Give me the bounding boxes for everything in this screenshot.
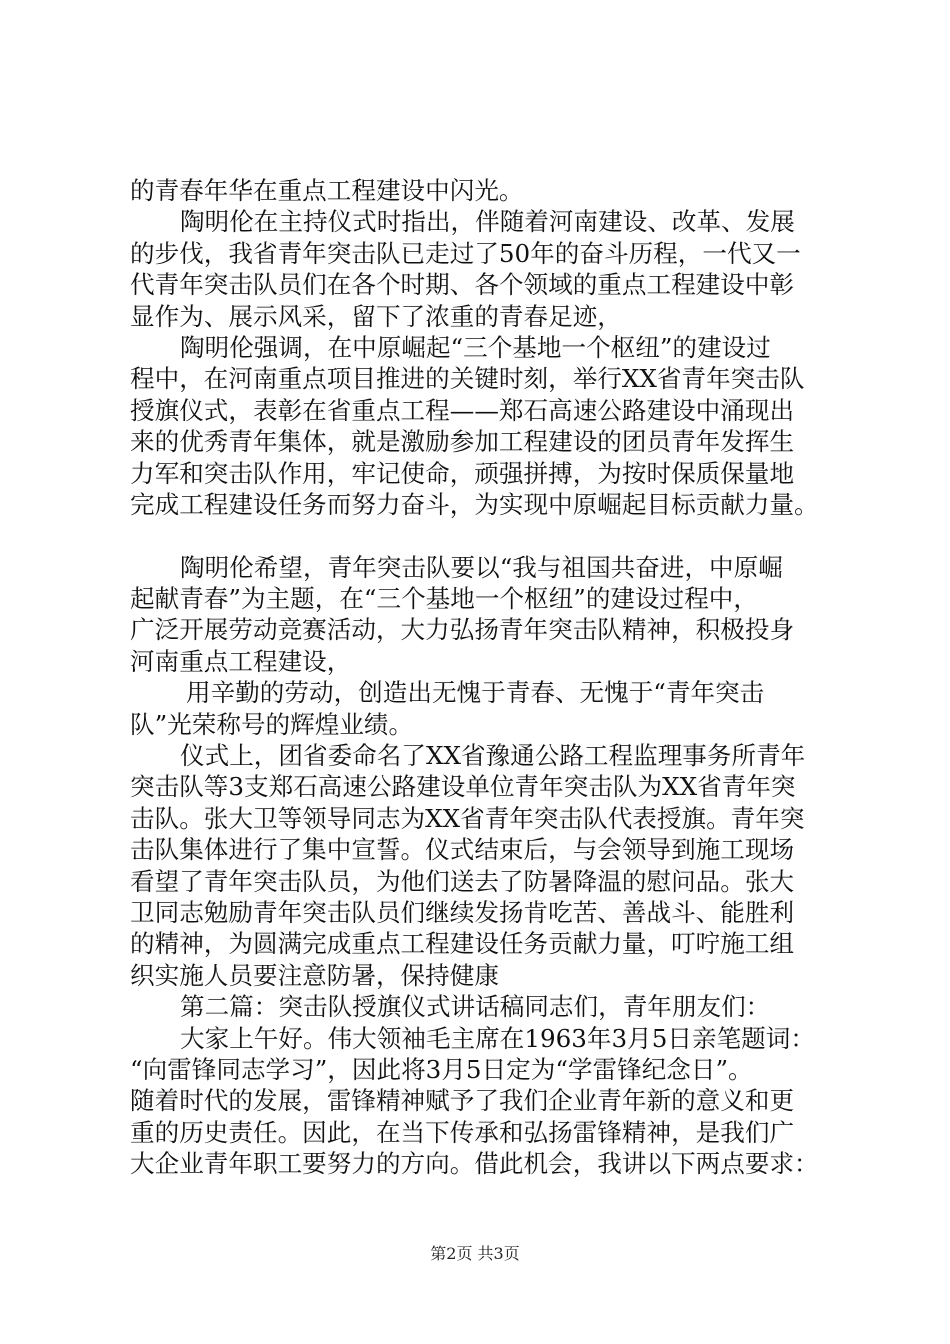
page-number: 第2页 共3页	[430, 1244, 520, 1263]
paragraph-line: 陶明伦强调，在中原崛起“三个基地一个枢纽”的建设过	[180, 332, 771, 362]
paragraph-line: 陶明伦希望，青年突击队要以“我与祖国共奋进，中原崛	[180, 552, 783, 582]
paragraph-line: 大企业青年职工要努力的方向。借此机会，我讲以下两点要求：	[130, 1149, 819, 1179]
paragraph-line: 来的优秀青年集体，就是激励参加工程建设的团员青年发挥生	[130, 427, 795, 457]
paragraph-line: 重的历史责任。因此，在当下传承和弘扬雷锋精神，是我们广	[130, 1117, 795, 1147]
blank-line	[130, 520, 850, 551]
section-heading-line: 第二篇：突击队授旗仪式讲话稿同志们，青年朋友们：	[180, 992, 771, 1022]
paragraph-line: 队”光荣称号的辉煌业绩。	[130, 709, 414, 739]
document-body	[130, 175, 850, 1180]
paragraph-line: 程中，在河南重点项目推进的关键时刻，举行XX省青年突击队	[130, 364, 805, 394]
paragraph-line: 的步伐，我省青年突击队已走过了50年的奋斗历程，一代又一	[130, 238, 801, 268]
paragraph-line: 显作为、展示风采，留下了浓重的青春足迹，	[130, 301, 622, 331]
paragraph-line: 陶明伦在主持仪式时指出，伴随着河南建设、改革、发展	[180, 207, 795, 237]
paragraph-line: 卫同志勉励青年突击队员们继续发扬肯吃苦、善战斗、能胜利	[130, 897, 795, 927]
paragraph-line: “向雷锋同志学习”，因此将3月5日定为“学雷锋纪念日”。	[130, 1054, 753, 1084]
paragraph-line: 河南重点工程建设，	[130, 646, 352, 676]
paragraph-line: 仪式上，团省委命名了XX省豫通公路工程监理事务所青年	[180, 741, 806, 771]
paragraph-line: 用辛勤的劳动，创造出无愧于青春、无愧于“青年突击	[186, 678, 765, 708]
paragraph-line: 广泛开展劳动竞赛活动，大力弘扬青年突击队精神，积极投身	[130, 615, 795, 645]
paragraph-line: 起献青春”为主题，在“三个基地一个枢纽”的建设过程中，	[130, 584, 758, 614]
paragraph-line: 看望了青年突击队员，为他们送去了防暑降温的慰问品。张大	[130, 866, 795, 896]
page-footer	[0, 1244, 950, 1264]
paragraph-line: 击队。张大卫等领导同志为XX省青年突击队代表授旗。青年突	[130, 803, 805, 833]
paragraph-line: 的精神，为圆满完成重点工程建设任务贡献力量，叮咛施工组	[130, 929, 795, 959]
paragraph-line: 随着时代的发展，雷锋精神赋予了我们企业青年新的意义和更	[130, 1086, 795, 1116]
paragraph-line: 完成工程建设任务而努力奋斗，为实现中原崛起目标贡献力量。	[130, 489, 819, 519]
paragraph-line: 力军和突击队作用，牢记使命，顽强拼搏，为按时保质保量地	[130, 458, 795, 488]
paragraph-line: 授旗仪式，表彰在省重点工程——郑石高速公路建设中涌现出	[130, 395, 795, 425]
paragraph-line: 突击队等3支郑石高速公路建设单位青年突击队为XX省青年突	[130, 772, 796, 802]
paragraph-line: 代青年突击队员们在各个时期、各个领域的重点工程建设中彰	[130, 270, 795, 300]
paragraph-line: 大家上午好。伟大领袖毛主席在1963年3月5日亲笔题词：	[180, 1023, 815, 1053]
paragraph-line: 织实施人员要注意防暑，保持健康	[130, 960, 499, 990]
paragraph-line: 的青春年华在重点工程建设中闪光。	[130, 176, 524, 205]
paragraph-line: 击队集体进行了集中宣誓。仪式结束后，与会领导到施工现场	[130, 835, 795, 865]
